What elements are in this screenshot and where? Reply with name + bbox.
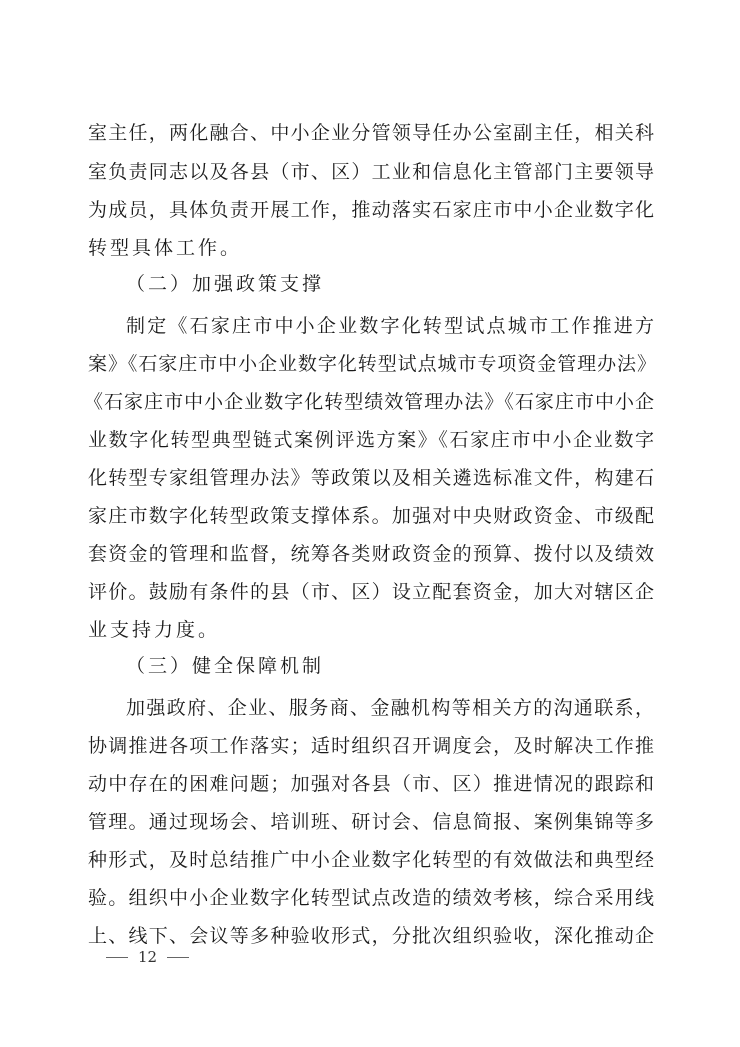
section-heading: （二）加强政策支撑 xyxy=(126,273,325,295)
text-line: 业支持力度。 xyxy=(88,619,221,641)
page-number: 12 xyxy=(138,948,158,966)
text-line: 室负责同志以及各县（市、区）工业和信息化主管部门主要领导 xyxy=(88,161,654,183)
text-line: 协调推进各项工作落实；适时组织召开调度会，及时解决工作推 xyxy=(88,735,654,757)
text-line: 管理。通过现场会、培训班、研讨会、信息简报、案例集锦等多 xyxy=(88,811,654,833)
page-footer xyxy=(96,946,199,968)
text-line: 动中存在的困难问题；加强对各县（市、区）推进情况的跟踪和 xyxy=(88,773,654,795)
text-line: 套资金的管理和监督，统筹各类财政资金的预算、拨付以及绩效 xyxy=(88,543,654,565)
text-line: 种形式，及时总结推广中小企业数字化转型的有效做法和典型经 xyxy=(88,849,654,871)
text-line: 案》《石家庄市中小企业数字化转型试点城市专项资金管理办法》 xyxy=(88,353,656,375)
text-line: 转型具体工作。 xyxy=(88,237,243,259)
text-line: 《石家庄市中小企业数字化转型绩效管理办法》《石家庄市中小企 xyxy=(84,391,654,413)
text-line: 家庄市数字化转型政策支撑体系。加强对中央财政资金、市级配 xyxy=(88,505,654,527)
text-line: 业数字化转型典型链式案例评选方案》《石家庄市中小企业数字 xyxy=(88,429,654,451)
text-line: 化转型专家组管理办法》等政策以及相关遴选标准文件，构建石 xyxy=(88,467,654,489)
footer-dash-right xyxy=(167,957,189,958)
text-line: 制定《石家庄市中小企业数字化转型试点城市工作推进方 xyxy=(126,315,654,337)
text-line: 加强政府、企业、服务商、金融机构等相关方的沟通联系， xyxy=(126,697,654,719)
text-line: 为成员，具体负责开展工作，推动落实石家庄市中小企业数字化 xyxy=(88,199,654,221)
text-line: 验。组织中小企业数字化转型试点改造的绩效考核，综合采用线 xyxy=(88,887,654,909)
text-line: 室主任，两化融合、中小企业分管领导任办公室副主任，相关科 xyxy=(88,122,654,144)
footer-dash-left xyxy=(106,957,128,958)
text-line: 评价。鼓励有条件的县（市、区）设立配套资金，加大对辖区企 xyxy=(88,581,654,603)
text-line: 上、线下、会议等多种验收形式，分批次组织验收，深化推动企 xyxy=(88,925,654,947)
section-heading: （三）健全保障机制 xyxy=(126,655,325,677)
